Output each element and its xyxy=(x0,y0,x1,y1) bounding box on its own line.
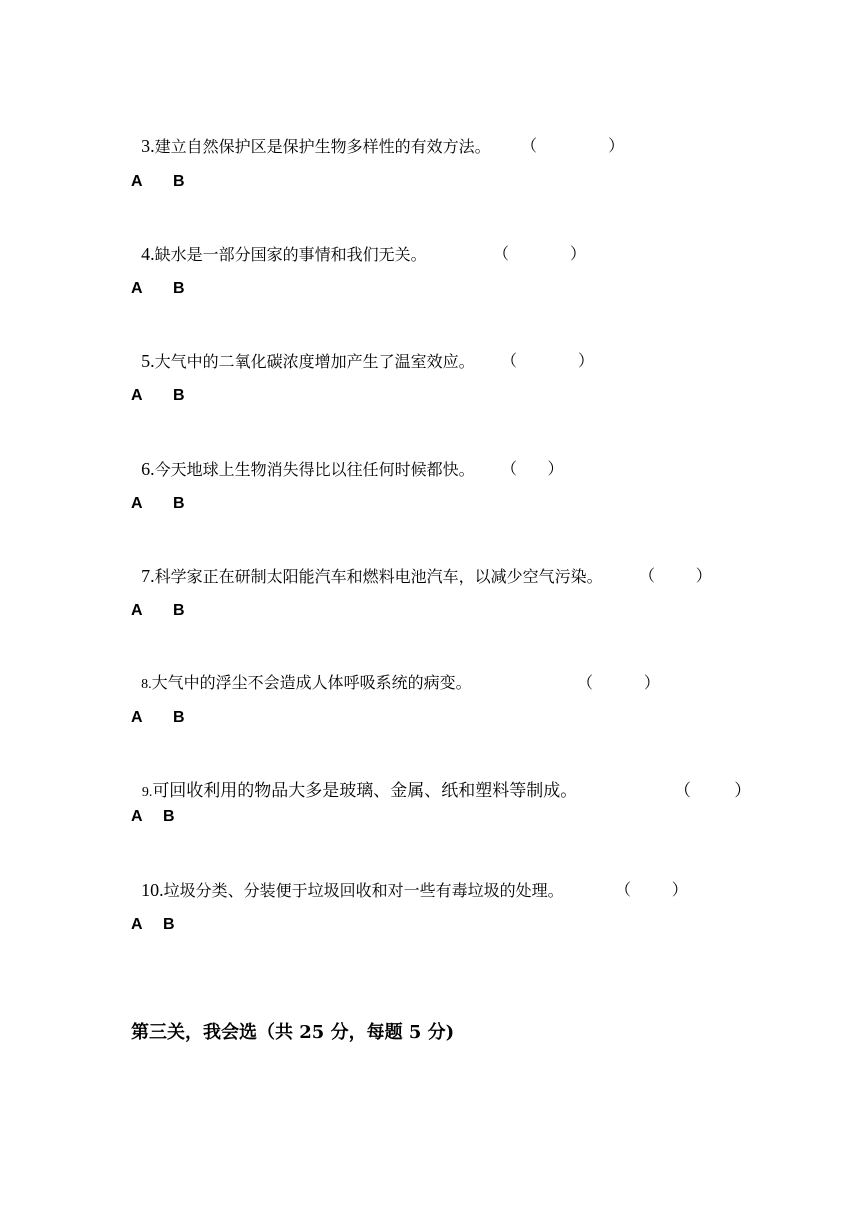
question-text: 建立自然保护区是保护生物多样性的有效方法。 xyxy=(154,137,491,156)
answer-blank: （ ） xyxy=(493,244,587,263)
question-text: 今天地球上生物消失得比以往任何时候都快。 xyxy=(154,460,475,479)
question-number: 5. xyxy=(141,351,155,371)
option-b[interactable]: B xyxy=(163,808,175,825)
option-a[interactable]: A xyxy=(131,916,143,933)
answer-blank: （ ） xyxy=(615,880,688,899)
answer-blank: （ ） xyxy=(577,673,660,692)
question-text: 缺水是一部分国家的事情和我们无关。 xyxy=(154,245,427,264)
answer-blank: （ ） xyxy=(639,566,712,585)
option-b[interactable]: B xyxy=(173,173,185,190)
question-9 xyxy=(131,761,752,803)
option-b[interactable]: B xyxy=(173,602,185,619)
option-b[interactable]: B xyxy=(173,709,185,726)
question-10 xyxy=(131,860,688,901)
answer-blank: （ ） xyxy=(521,136,625,155)
option-a[interactable]: A xyxy=(131,173,143,190)
option-a[interactable]: A xyxy=(131,280,143,297)
question-text: 大气中的浮尘不会造成人体呼吸系统的病变。 xyxy=(151,673,472,692)
question-5 xyxy=(131,331,595,372)
question-number: 10. xyxy=(141,880,164,900)
answer-options-9 xyxy=(131,807,175,827)
answer-options-7 xyxy=(131,601,185,621)
option-a[interactable]: A xyxy=(131,709,143,726)
question-text: 科学家正在研制太阳能汽车和燃料电池汽车，以减少空气污染。 xyxy=(154,567,603,586)
question-number: 3. xyxy=(141,136,155,156)
question-4 xyxy=(131,224,587,265)
question-number: 9. xyxy=(141,785,153,800)
question-number: 7. xyxy=(141,566,155,586)
question-number: 4. xyxy=(141,244,155,264)
question-8 xyxy=(131,653,660,695)
question-6 xyxy=(131,439,564,480)
answer-options-10 xyxy=(131,915,175,935)
question-text: 垃圾分类、分装便于垃圾回收和对一些有毒垃圾的处理。 xyxy=(163,881,564,900)
question-text: 可回收利用的物品大多是玻璃、金属、纸和塑料等制成。 xyxy=(152,781,578,801)
option-a[interactable]: A xyxy=(131,387,143,404)
option-b[interactable]: B xyxy=(173,280,185,297)
question-number: 8. xyxy=(141,677,152,692)
answer-options-3 xyxy=(131,172,185,192)
answer-blank: （ ） xyxy=(674,781,752,801)
answer-blank: （ ） xyxy=(501,351,595,370)
option-b[interactable]: B xyxy=(163,916,175,933)
question-7 xyxy=(131,546,712,587)
option-b[interactable]: B xyxy=(173,387,185,404)
question-number: 6. xyxy=(141,459,155,479)
section-title: 第三关，我会选（共 25 分，每题 5 分) xyxy=(131,1022,455,1043)
answer-options-5 xyxy=(131,386,185,406)
answer-options-4 xyxy=(131,279,185,299)
question-text: 大气中的二氧化碳浓度增加产生了温室效应。 xyxy=(154,352,475,371)
answer-blank: （ ） xyxy=(501,459,564,478)
option-a[interactable]: A xyxy=(131,808,143,825)
answer-options-6 xyxy=(131,494,185,514)
question-3 xyxy=(131,116,625,157)
option-b[interactable]: B xyxy=(173,495,185,512)
option-a[interactable]: A xyxy=(131,495,143,512)
answer-options-8 xyxy=(131,708,185,728)
option-a[interactable]: A xyxy=(131,602,143,619)
